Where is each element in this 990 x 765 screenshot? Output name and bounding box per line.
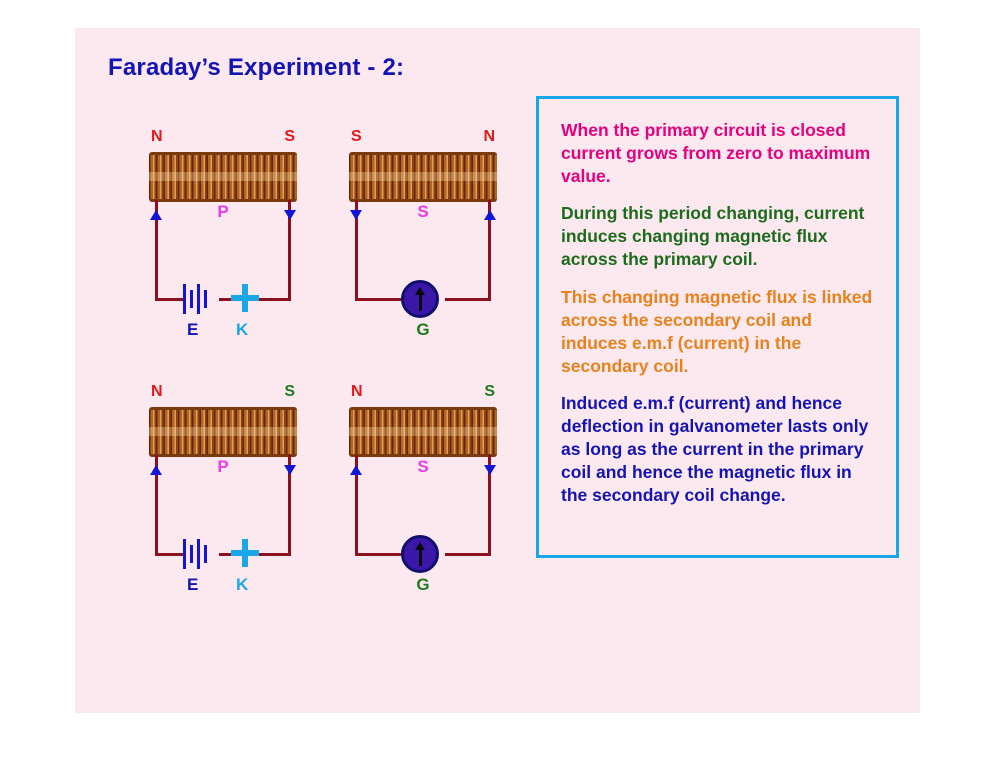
coil-label: S — [417, 202, 429, 221]
current-arrow-up-icon — [350, 465, 362, 475]
pole-label-left: N — [351, 383, 363, 400]
wire-bottom-left — [155, 298, 183, 301]
coil-label: P — [217, 202, 229, 221]
current-arrow-up-icon — [150, 210, 162, 220]
current-arrow-up-icon — [484, 210, 496, 220]
pole-label-right: S — [484, 383, 495, 400]
key-label: K — [236, 320, 249, 339]
explanation-paragraph-3: This changing magnetic flux is linked across the secondary coil and induces e.m.f (current) in the secondary coil. — [561, 286, 873, 376]
pole-label-right: S — [284, 383, 295, 400]
battery-icon — [181, 280, 221, 318]
current-arrow-down-icon — [350, 210, 362, 220]
wire-bottom-left — [355, 553, 401, 556]
pole-label-right: S — [284, 128, 295, 145]
coil-icon — [149, 152, 297, 202]
current-arrow-down-icon — [484, 465, 496, 475]
pole-label-left: N — [151, 128, 163, 145]
key-switch-icon — [231, 284, 259, 312]
current-arrow-down-icon — [284, 465, 296, 475]
wire-bottom-right — [445, 298, 491, 301]
wire-bottom-left — [355, 298, 401, 301]
circuit-primary-bottom — [143, 383, 303, 594]
circuit-secondary-top — [343, 128, 503, 339]
page-title: Faraday’s Experiment - 2: — [108, 54, 405, 81]
explanation-paragraph-1: When the primary circuit is closed current grows from zero to maximum value. — [561, 120, 871, 187]
circuit-primary-top — [143, 128, 303, 339]
key-label: K — [236, 575, 249, 594]
galvanometer-label: G — [416, 320, 430, 339]
key-switch-icon — [231, 539, 259, 567]
explanation-paragraph-2: During this period changing, current induces changing magnetic flux across the primary coil. — [561, 203, 865, 270]
pole-label-left: N — [151, 383, 163, 400]
current-arrow-up-icon — [150, 465, 162, 475]
battery-icon — [181, 535, 221, 573]
pole-label-right: N — [483, 128, 495, 145]
circuit-secondary-bottom — [343, 383, 503, 594]
explanation-paragraph-4: Induced e.m.f (current) and hence deflection in galvanometer lasts only as long as the current in the primary coil and hence the magnetic flux in the secondary coil change. — [561, 392, 869, 506]
coil-label: P — [217, 457, 229, 476]
coil-label: S — [417, 457, 429, 476]
battery-label: E — [187, 320, 199, 339]
battery-label: E — [187, 575, 199, 594]
slide-canvas — [75, 28, 920, 713]
coil-icon — [349, 407, 497, 457]
wire-bottom-left — [155, 553, 183, 556]
pole-label-left: S — [351, 128, 362, 145]
coil-icon — [149, 407, 297, 457]
galvanometer-icon — [401, 280, 439, 318]
galvanometer-label: G — [416, 575, 430, 594]
explanation-panel — [536, 96, 899, 558]
wire-bottom-right — [445, 553, 491, 556]
galvanometer-icon — [401, 535, 439, 573]
current-arrow-down-icon — [284, 210, 296, 220]
coil-icon — [349, 152, 497, 202]
